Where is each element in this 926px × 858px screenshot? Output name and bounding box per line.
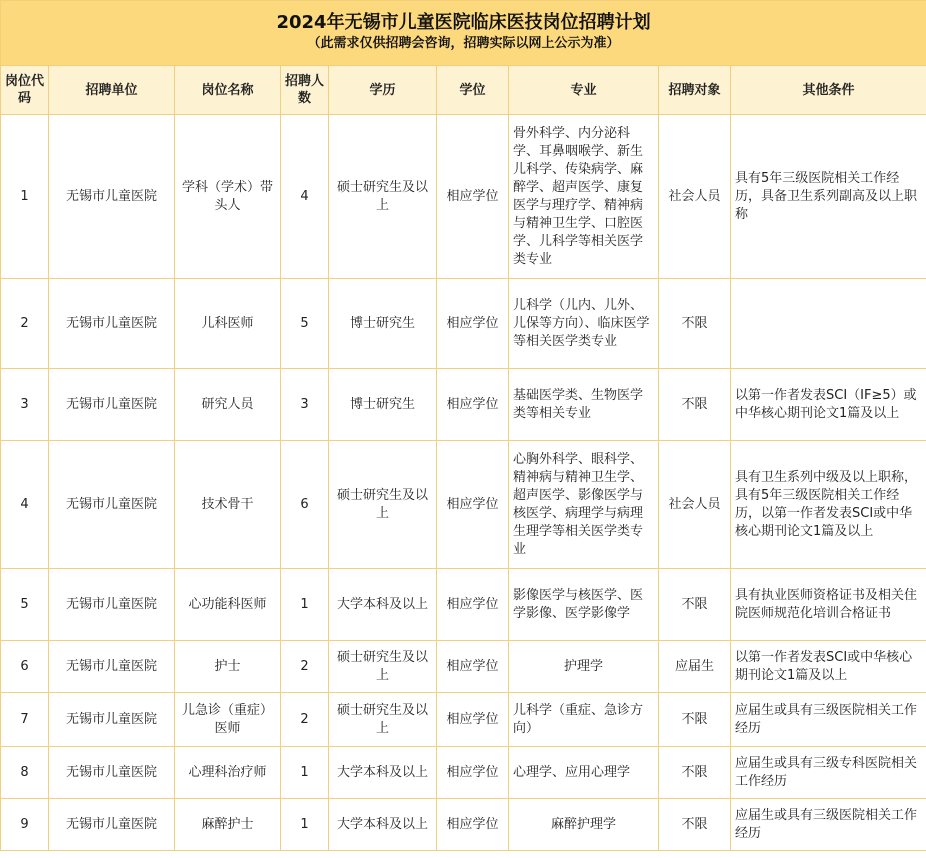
header-education: 学历 <box>329 66 437 115</box>
cell-unit: 无锡市儿童医院 <box>49 369 175 441</box>
table-row <box>1 441 926 569</box>
cell-unit: 无锡市儿童医院 <box>49 441 175 569</box>
cell-degree: 相应学位 <box>437 115 509 279</box>
table-row <box>1 693 926 747</box>
cell-major: 影像医学与核医学、医学影像、医学影像学 <box>509 569 659 641</box>
cell-education: 硕士研究生及以上 <box>329 441 437 569</box>
cell-code: 2 <box>1 279 49 369</box>
header-degree: 学位 <box>437 66 509 115</box>
cell-degree: 相应学位 <box>437 369 509 441</box>
cell-degree: 相应学位 <box>437 693 509 747</box>
table-row <box>1 747 926 799</box>
cell-code: 8 <box>1 747 49 799</box>
cell-count: 2 <box>281 641 329 693</box>
cell-count: 1 <box>281 747 329 799</box>
cell-other: 具有卫生系列中级及以上职称，具有5年三级医院相关工作经历，以第一作者发表SCI或中华核心期刊论文1篇及以上 <box>731 441 926 569</box>
cell-unit: 无锡市儿童医院 <box>49 569 175 641</box>
cell-count: 1 <box>281 799 329 851</box>
cell-code: 1 <box>1 115 49 279</box>
header-unit: 招聘单位 <box>49 66 175 115</box>
cell-education: 博士研究生 <box>329 369 437 441</box>
cell-unit: 无锡市儿童医院 <box>49 799 175 851</box>
page-title: 2024年无锡市儿童医院临床医技岗位招聘计划 <box>276 12 651 33</box>
cell-education: 大学本科及以上 <box>329 799 437 851</box>
cell-position: 学科（学术）带头人 <box>175 115 281 279</box>
cell-other: 应届生或具有三级专科医院相关工作经历 <box>731 747 926 799</box>
cell-other <box>731 279 926 369</box>
cell-position: 儿科医师 <box>175 279 281 369</box>
cell-other: 以第一作者发表SCI或中华核心期刊论文1篇及以上 <box>731 641 926 693</box>
cell-code: 5 <box>1 569 49 641</box>
cell-other: 以第一作者发表SCI（IF≥5）或中华核心期刊论文1篇及以上 <box>731 369 926 441</box>
cell-education: 硕士研究生及以上 <box>329 115 437 279</box>
header-count: 招聘人数 <box>281 66 329 115</box>
cell-position: 麻醉护士 <box>175 799 281 851</box>
cell-target: 应届生 <box>659 641 731 693</box>
cell-degree: 相应学位 <box>437 641 509 693</box>
cell-major: 骨外科学、内分泌科学、耳鼻咽喉学、新生儿科学、传染病学、麻醉学、超声医学、康复医学与理疗学、精神病与精神卫生学、口腔医学、儿科学等相关医学类专业 <box>509 115 659 279</box>
table-row <box>1 279 926 369</box>
cell-unit: 无锡市儿童医院 <box>49 693 175 747</box>
cell-major: 心胸外科学、眼科学、精神病与精神卫生学、超声医学、影像医学与核医学、病理学与病理生理学等相关医学类专业 <box>509 441 659 569</box>
cell-code: 4 <box>1 441 49 569</box>
cell-degree: 相应学位 <box>437 441 509 569</box>
cell-unit: 无锡市儿童医院 <box>49 279 175 369</box>
cell-other: 应届生或具有三级医院相关工作经历 <box>731 799 926 851</box>
cell-degree: 相应学位 <box>437 279 509 369</box>
header-row <box>1 66 926 115</box>
cell-count: 4 <box>281 115 329 279</box>
cell-code: 3 <box>1 369 49 441</box>
cell-position: 护士 <box>175 641 281 693</box>
cell-target: 不限 <box>659 569 731 641</box>
cell-major: 护理学 <box>509 641 659 693</box>
cell-target: 社会人员 <box>659 115 731 279</box>
cell-degree: 相应学位 <box>437 747 509 799</box>
cell-count: 3 <box>281 369 329 441</box>
cell-unit: 无锡市儿童医院 <box>49 747 175 799</box>
cell-target: 不限 <box>659 799 731 851</box>
header-target: 招聘对象 <box>659 66 731 115</box>
cell-code: 9 <box>1 799 49 851</box>
cell-other: 应届生或具有三级医院相关工作经历 <box>731 693 926 747</box>
cell-degree: 相应学位 <box>437 799 509 851</box>
cell-position: 研究人员 <box>175 369 281 441</box>
cell-unit: 无锡市儿童医院 <box>49 115 175 279</box>
table-row <box>1 569 926 641</box>
cell-education: 大学本科及以上 <box>329 747 437 799</box>
header-position: 岗位名称 <box>175 66 281 115</box>
cell-other: 具有执业医师资格证书及相关住院医师规范化培训合格证书 <box>731 569 926 641</box>
cell-education: 博士研究生 <box>329 279 437 369</box>
cell-education: 硕士研究生及以上 <box>329 641 437 693</box>
header-code: 岗位代码 <box>1 66 49 115</box>
cell-position: 心理科治疗师 <box>175 747 281 799</box>
cell-code: 7 <box>1 693 49 747</box>
cell-unit: 无锡市儿童医院 <box>49 641 175 693</box>
cell-degree: 相应学位 <box>437 569 509 641</box>
cell-major: 基础医学类、生物医学类等相关专业 <box>509 369 659 441</box>
header-other: 其他条件 <box>731 66 926 115</box>
cell-major: 儿科学（重症、急诊方向） <box>509 693 659 747</box>
cell-education: 大学本科及以上 <box>329 569 437 641</box>
cell-count: 2 <box>281 693 329 747</box>
table-row <box>1 369 926 441</box>
cell-target: 社会人员 <box>659 441 731 569</box>
table-row <box>1 799 926 851</box>
cell-target: 不限 <box>659 747 731 799</box>
cell-position: 儿急诊（重症）医师 <box>175 693 281 747</box>
cell-major: 心理学、应用心理学 <box>509 747 659 799</box>
cell-education: 硕士研究生及以上 <box>329 693 437 747</box>
cell-major: 麻醉护理学 <box>509 799 659 851</box>
cell-target: 不限 <box>659 279 731 369</box>
page-subtitle: （此需求仅供招聘会咨询，招聘实际以网上公示为准） <box>307 36 620 51</box>
cell-count: 5 <box>281 279 329 369</box>
cell-count: 1 <box>281 569 329 641</box>
cell-code: 6 <box>1 641 49 693</box>
table-row <box>1 115 926 279</box>
cell-major: 儿科学（儿内、儿外、儿保等方向）、临床医学等相关医学类专业 <box>509 279 659 369</box>
cell-position: 技术骨干 <box>175 441 281 569</box>
table-row <box>1 641 926 693</box>
cell-other: 具有5年三级医院相关工作经历，具备卫生系列副高及以上职称 <box>731 115 926 279</box>
cell-count: 6 <box>281 441 329 569</box>
cell-target: 不限 <box>659 369 731 441</box>
header-major: 专业 <box>509 66 659 115</box>
title-row <box>1 1 926 66</box>
cell-target: 不限 <box>659 693 731 747</box>
cell-position: 心功能科医师 <box>175 569 281 641</box>
